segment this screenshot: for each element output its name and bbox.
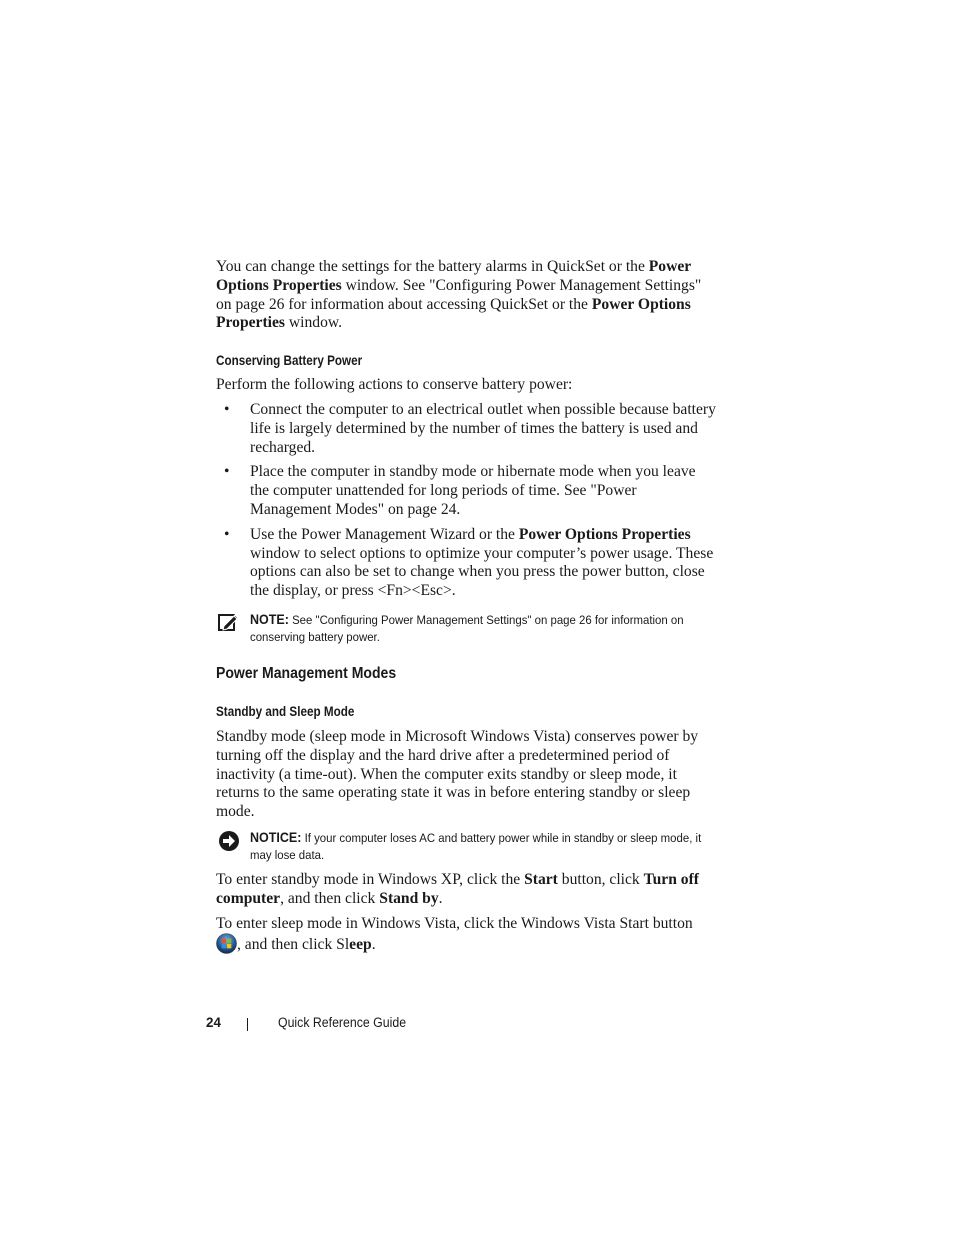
vista-bold-sleep: eep [349, 936, 372, 954]
vista-paragraph [216, 915, 716, 956]
windows-start-icon [216, 933, 237, 954]
bullet-dot: • [224, 400, 230, 418]
conserving-heading: Conserving Battery Power [216, 353, 363, 369]
list-item [216, 463, 716, 519]
conserving-lead: Perform the following actions to conserve battery power: [216, 376, 573, 394]
bullet-text: Connect the computer to an electrical outlet when possible because battery life is largely determined by the number of times the battery is used and recharged. [250, 400, 716, 456]
bullet-text: Place the computer in standby mode or hibernate mode when you leave the computer unattended for long periods of time. See "Power Management Modes" on page 24. [250, 463, 696, 518]
intro-text-1: You can change the settings for the battery alarms in QuickSet or the [216, 258, 649, 275]
notice-label: NOTICE: [250, 829, 302, 845]
standby-heading: Standby and Sleep Mode [216, 703, 355, 719]
notice-callout [216, 829, 716, 864]
xp-paragraph [216, 871, 716, 909]
xp-bold-stand-by: Stand by [379, 889, 439, 907]
page-content [216, 258, 716, 955]
intro-paragraph [216, 258, 716, 333]
xp-text-3: , and then click [280, 889, 380, 907]
intro-bold-1: Power Options Properties [216, 258, 691, 294]
guide-title: Quick Reference Guide [278, 1015, 407, 1030]
list-item [216, 526, 716, 601]
vista-text-3: . [371, 936, 376, 954]
list-item [216, 401, 716, 457]
standby-paragraph: Standby mode (sleep mode in Microsoft Windows Vista) conserves power by turning off the display and the hard drive after a predetermined period of inactivity (a time-out). When the computer exits standby or sleep mode, it returns to the same operating state it was in before entering standby or sleep mode. [216, 727, 699, 821]
intro-bold-2: Power Options Properties [216, 295, 691, 332]
note-callout [216, 611, 716, 646]
intro-text-2: window. See "Configuring Power Management Settings" on page 26 for information about accessing QuickSet or the [216, 276, 702, 313]
vista-text-1: To enter sleep mode in Windows Vista, click the Windows Vista Start button [216, 914, 693, 932]
footer-divider [247, 1018, 248, 1031]
page-number: 24 [206, 1015, 221, 1030]
xp-text-2: button, click [557, 870, 644, 888]
note-pencil-icon [218, 612, 240, 632]
notice-text: If your computer loses AC and battery power while in standby or sleep mode, it may lose data. [250, 830, 702, 862]
xp-text-4: . [438, 889, 443, 907]
bullet-dot: • [224, 525, 230, 543]
bullet-dot: • [224, 463, 230, 481]
modes-heading: Power Management Modes [216, 664, 397, 682]
bullet-bold: Power Options Properties [518, 525, 691, 543]
bullet-text: window to select options to optimize your computer’s power usage. These options can also be set to change when you press the power button, close the display, or press <Fn><Esc>. [250, 544, 714, 600]
vista-text-2: , and then click Sl [237, 936, 350, 954]
xp-text-1: To enter standby mode in Windows XP, click the [216, 870, 525, 888]
xp-bold-start: Start [524, 870, 558, 888]
notice-arrow-icon [218, 830, 240, 852]
bullet-text: Use the Power Management Wizard or the [250, 525, 519, 543]
conserving-list [216, 401, 716, 601]
intro-text-3: window. [285, 314, 343, 332]
xp-bold-turn-off: Turn off computer [216, 870, 699, 907]
note-text: See "Configuring Power Management Settings" on page 26 for information on conserving battery power. [250, 612, 684, 644]
note-label: NOTE: [250, 611, 289, 627]
